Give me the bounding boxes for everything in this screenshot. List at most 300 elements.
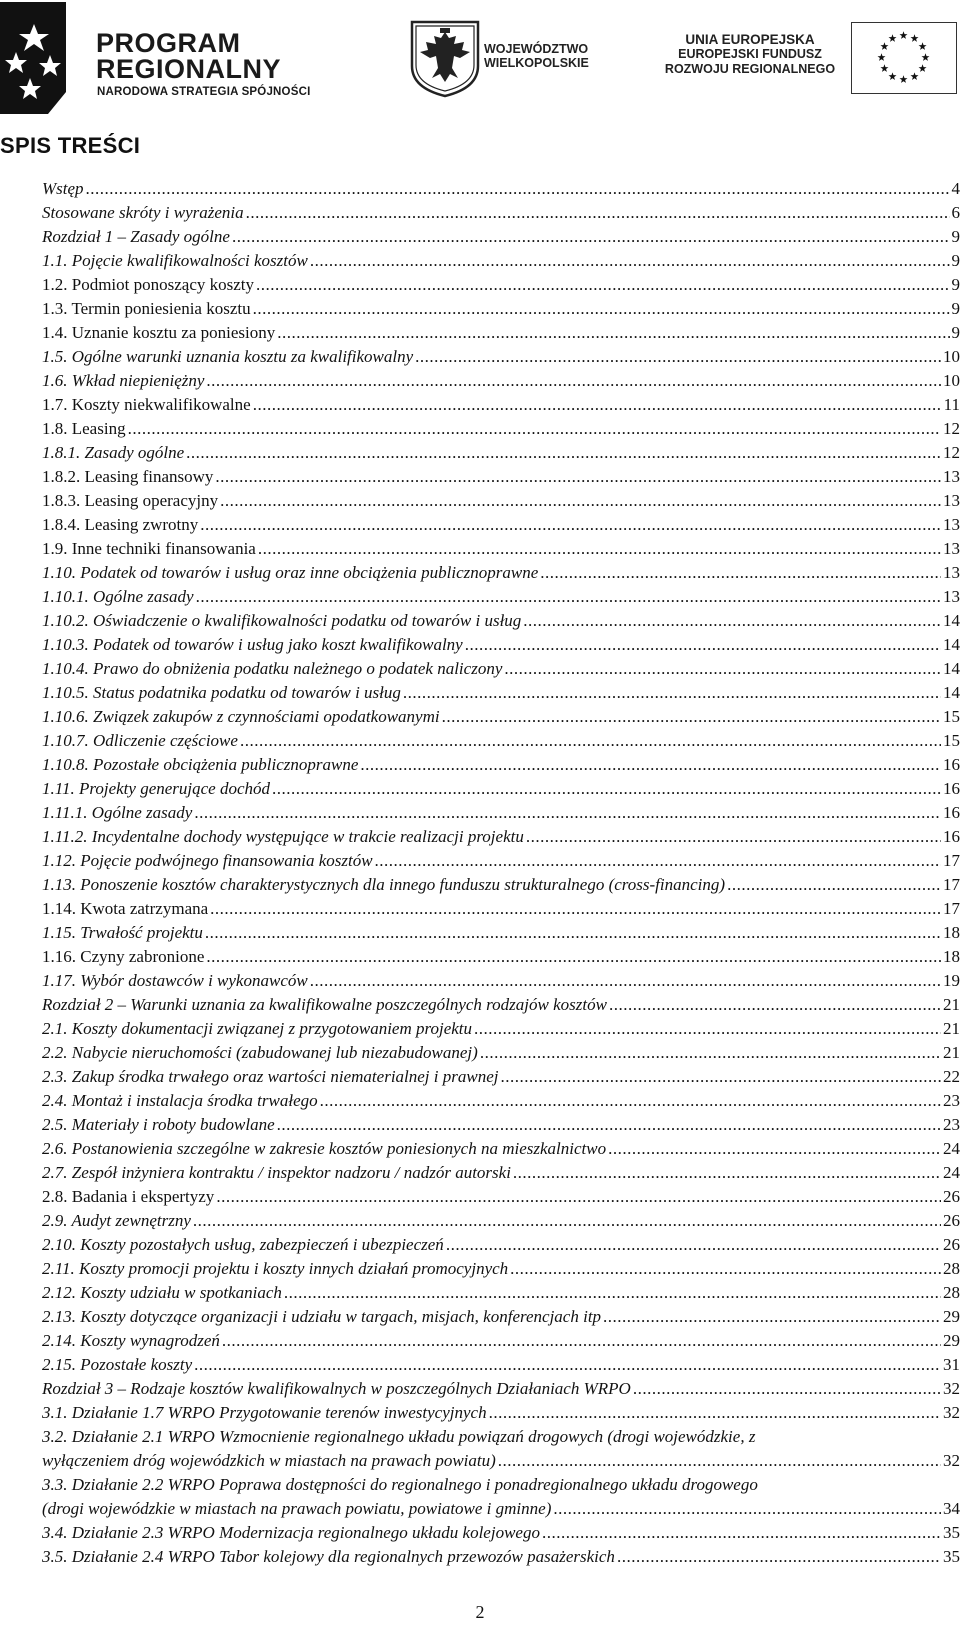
toc-page-number: 12 [943,419,960,438]
toc-entry-title: 1.12. Pojęcie podwójnego finansowania kosztów [42,851,373,870]
toc-entry-row [42,1233,960,1257]
toc-entry[interactable] [42,921,960,945]
toc-entry-row [42,1113,960,1137]
toc-page-number: 35 [943,1523,960,1542]
program-logo-subtitle: NARODOWA STRATEGIA SPÓJNOŚCI [97,86,311,98]
toc-page-number: 34 [943,1499,960,1518]
toc-entry-row [42,825,960,849]
toc-entry-title: 2.11. Koszty promocji projektu i koszty innych działań promocyjnych [42,1259,509,1278]
toc-dot-leader [375,849,941,873]
toc-entry[interactable] [42,1377,960,1401]
toc-page-number: 24 [943,1139,960,1158]
toc-entry[interactable] [42,561,960,585]
toc-entry-title: 1.10.4. Prawo do obniżenia podatku należnego o podatek naliczony [42,659,503,678]
toc-dot-leader [310,969,941,993]
toc-dot-leader [193,1209,941,1233]
toc-entry-title: Stosowane skróty i wyrażenia [42,203,244,222]
toc-entry[interactable] [42,1257,960,1281]
toc-dot-leader [403,681,941,705]
toc-page-number: 13 [943,467,960,486]
toc-entry[interactable] [42,441,960,465]
toc-page-number: 26 [943,1187,960,1206]
toc-page-number: 14 [943,683,960,702]
toc-entry[interactable] [42,969,960,993]
toc-entry[interactable] [42,609,960,633]
toc-dot-leader [206,945,941,969]
toc-page-number: 26 [943,1211,960,1230]
toc-dot-leader [258,537,941,561]
toc-page-number: 21 [943,1043,960,1062]
toc-entry-row [42,441,960,465]
toc-entry-title: 2.8. Badania i ekspertyzy [42,1187,215,1206]
toc-dot-leader [603,1305,941,1329]
toc-page-number: 16 [943,827,960,846]
toc-page-number: 11 [943,395,960,414]
toc-entry[interactable] [42,729,960,753]
toc-page-number: 16 [943,755,960,774]
toc-entry[interactable] [42,993,960,1017]
program-logo-emblem-icon [0,0,95,115]
toc-entry-row [42,633,960,657]
toc-entry[interactable] [42,801,960,825]
toc-dot-leader [196,585,941,609]
toc-entry-title: 1.5. Ogólne warunki uznania kosztu za kwalifikowalny [42,347,414,366]
toc-dot-leader [86,177,950,201]
toc-entry-title: 1.10.2. Oświadczenie o kwalifikowalności podatku od towarów i usług [42,611,522,630]
toc-dot-leader [200,513,941,537]
ue-line1: UNIA EUROPEJSKA [685,32,815,47]
toc-page-number: 10 [943,347,960,366]
toc-entry-title: 2.9. Audyt zewnętrzny [42,1211,191,1230]
toc-entry[interactable] [42,705,960,729]
toc-entry-row [42,801,960,825]
eu-star-icon [919,64,927,72]
toc-page-number: 6 [951,203,960,222]
toc-dot-leader [442,705,941,729]
toc-entry[interactable] [42,1233,960,1257]
toc-entry-row [42,489,960,513]
toc-page-number: 9 [951,323,960,342]
toc-entry[interactable] [42,225,960,249]
toc-entry[interactable] [42,1113,960,1137]
toc-entry[interactable] [42,1137,960,1161]
toc-entry[interactable] [42,201,960,225]
toc-entry-title: 2.6. Postanowienia szczególne w zakresie kosztów poniesionych na mieszkalnictwo [42,1139,607,1158]
toc-dot-leader [474,1017,941,1041]
toc-dot-leader [609,993,941,1017]
toc-page-number: 23 [943,1115,960,1134]
toc-entry[interactable] [42,657,960,681]
toc-entry-title: 1.8.4. Leasing zwrotny [42,515,199,534]
eu-star-icon [900,31,908,39]
toc-entry-title: 1.11. Projekty generujące dochód [42,779,271,798]
toc-dot-leader [320,1089,941,1113]
toc-entry[interactable] [42,1281,960,1305]
eu-star-icon [880,64,888,72]
toc-entry-title: 3.2. Działanie 2.1 WRPO Wzmocnienie regionalnego układu powiązań drogowych (drogi wojewódzkie, z [42,1427,756,1446]
toc-entry-title: 1.10.6. Związek zakupów z czynnościami opodatkowanymi [42,707,440,726]
toc-entry-row [42,1209,960,1233]
toc-entry-title: 1.3. Termin poniesienia kosztu [42,299,251,318]
toc-page-number: 15 [943,731,960,750]
toc-page-number: 32 [943,1451,960,1470]
toc-page-number: 4 [951,179,960,198]
toc-entry-row [42,177,960,201]
toc-page-number: 35 [943,1547,960,1566]
toc-entry-row [42,345,960,369]
eu-star-icon [889,72,897,80]
toc-entry-title: 1.8.2. Leasing finansowy [42,467,214,486]
toc-entry[interactable] [42,417,960,441]
toc-entry-title: 3.3. Działanie 2.2 WRPO Poprawa dostępności do regionalnego i ponadregionalnego układu drogowego [42,1475,758,1494]
toc-dot-leader [510,1257,941,1281]
toc-entry[interactable] [42,321,960,345]
toc-entry[interactable] [42,681,960,705]
toc-entry[interactable] [42,1185,960,1209]
toc-dot-leader [727,873,941,897]
toc-entry[interactable] [42,1401,960,1425]
toc-entry-row [42,513,960,537]
toc-entry-title: 1.4. Uznanie kosztu za poniesiony [42,323,276,342]
toc-entry-title: (drogi wojewódzkie w miastach na prawach powiatu, powiatowe i gminne) [42,1499,552,1518]
toc-page-number: 29 [943,1331,960,1350]
toc-entry[interactable] [42,777,960,801]
toc-dot-leader [360,753,941,777]
toc-entry[interactable] [42,1065,960,1089]
toc-page-number: 15 [943,707,960,726]
toc-entry-row [42,1041,960,1065]
toc-page-number: 14 [943,659,960,678]
toc-page-number: 13 [943,491,960,510]
eu-star-icon [919,42,927,50]
toc-entry-row [42,1545,960,1569]
toc-page-number: 16 [943,779,960,798]
toc-entry[interactable] [42,1305,960,1329]
toc-dot-leader [284,1281,941,1305]
toc-page-number: 18 [943,947,960,966]
toc-entry-row [42,1137,960,1161]
toc-entry-title: 2.3. Zakup środka trwałego oraz wartości niematerialnej i prawnej [42,1067,499,1086]
toc-entry-title: 1.1. Pojęcie kwalifikowalności kosztów [42,251,308,270]
eu-star-icon [900,75,908,83]
toc-entry-row [42,561,960,585]
toc-entry-row [42,417,960,441]
toc-entry[interactable] [42,513,960,537]
toc-dot-leader [498,1449,941,1473]
eu-star-icon [878,53,886,61]
toc-dot-leader [194,801,941,825]
toc-page-number: 9 [951,251,960,270]
toc-entry-row [42,1305,960,1329]
toc-entry-title: 2.14. Koszty wynagrodzeń [42,1331,220,1350]
toc-entry-title: 2.10. Koszty pozostałych usług, zabezpieczeń i ubezpieczeń [42,1235,444,1254]
toc-entry[interactable] [42,273,960,297]
toc-page-number: 32 [943,1403,960,1422]
program-logo-line1: PROGRAM [96,28,241,58]
toc-entry-row [42,1281,960,1305]
toc-entry-title: 2.12. Koszty udziału w spotkaniach [42,1283,282,1302]
toc-dot-leader [253,393,942,417]
toc-entry-row [42,681,960,705]
toc-entry-row [42,1521,960,1545]
toc-entry-title: 1.11.2. Incydentalne dochody występujące w trakcie realizacji projektu [42,827,524,846]
toc-dot-leader [523,609,941,633]
toc-entry-row [42,1089,960,1113]
toc-entry-row [42,465,960,489]
toc-page-number: 18 [943,923,960,942]
toc-entry[interactable] [42,297,960,321]
wojewodztwo-line2: WIELKOPOLSKIE [484,56,589,70]
toc-entry-row [42,297,960,321]
toc-entry-row [42,849,960,873]
eu-star-icon [911,34,919,42]
toc-entry-title: 2.2. Nabycie nieruchomości (zabudowanej lub niezabudowanej) [42,1043,478,1062]
toc-entry[interactable] [42,1425,960,1473]
toc-entry-title: 2.7. Zespół inżyniera kontraktu / inspektor nadzoru / nadzór autorski [42,1163,511,1182]
toc-entry-row [42,1401,960,1425]
toc-dot-leader [246,201,950,225]
toc-page-number: 26 [943,1235,960,1254]
toc-entry-row [42,753,960,777]
toc-entry-row [42,393,960,417]
toc-dot-leader [526,825,941,849]
toc-entry-row [42,1017,960,1041]
toc-entry-title: 1.10.1. Ogólne zasady [42,587,194,606]
toc-entry-title: 2.5. Materiały i roboty budowlane [42,1115,275,1134]
toc-dot-leader [205,921,941,945]
toc-dot-leader [480,1041,941,1065]
toc-entry-row [42,1185,960,1209]
toc-page-number: 21 [943,1019,960,1038]
toc-entry-title: Rozdział 3 – Rodzaje kosztów kwalifikowalnych w poszczególnych Działaniach WRPO [42,1379,631,1398]
toc-entry-title: 1.16. Czyny zabronione [42,947,205,966]
ue-line3: ROZWOJU REGIONALNEGO [664,62,836,76]
toc-page-number: 23 [943,1091,960,1110]
toc-entry-row [42,321,960,345]
toc-entry[interactable] [42,177,960,201]
toc-entry[interactable] [42,753,960,777]
toc-dot-leader [222,1329,941,1353]
toc-entry-title: 1.8.1. Zasady ogólne [42,443,185,462]
toc-entry-title: 1.2. Podmiot ponoszący koszty [42,275,255,294]
toc-dot-leader [415,345,941,369]
toc-entry[interactable] [42,345,960,369]
toc-entry[interactable] [42,849,960,873]
toc-entry-title: 1.10.7. Odliczenie częściowe [42,731,238,750]
toc-dot-leader [210,897,941,921]
toc-entry[interactable] [42,393,960,417]
toc-entry-title: 2.1. Koszty dokumentacji związanej z przygotowaniem projektu [42,1019,473,1038]
eagle-crest-icon [408,18,482,98]
toc-entry[interactable] [42,1017,960,1041]
toc-entry[interactable] [42,249,960,273]
eu-star-icon [880,42,888,50]
toc-entry-row [42,369,960,393]
wojewodztwo-line1: WOJEWÓDZTWO [484,42,589,56]
toc-dot-leader [446,1233,941,1257]
toc-title: SPIS TREŚCI [0,133,141,158]
toc-entry-row [42,1353,960,1377]
toc-dot-leader [277,321,949,345]
toc-page-number: 19 [943,971,960,990]
toc-entry[interactable] [42,1545,960,1569]
toc-entry-title: 1.7. Koszty niekwalifikowalne [42,395,251,414]
page-number: 2 [475,1602,485,1622]
toc-page-number: 10 [943,371,960,390]
toc-entry-row [42,201,960,225]
toc-entry-title: 1.11.1. Ogólne zasady [42,803,193,822]
toc-entry-title: 3.4. Działanie 2.3 WRPO Modernizacja regionalnego układu kolejowego [42,1523,540,1542]
toc-dot-leader [513,1161,941,1185]
toc-entry-row [42,225,960,249]
toc-entry[interactable] [42,1041,960,1065]
toc-page-number: 24 [943,1163,960,1182]
toc-entry-title: 1.13. Ponoszenie kosztów charakterystycznych dla innego funduszu strukturalnego (cross-financing) [42,875,726,894]
toc-entry-row [42,1257,960,1281]
page-header [0,0,960,115]
toc-entry-title: 1.14. Kwota zatrzymana [42,899,209,918]
toc-entry[interactable] [42,1161,960,1185]
toc-entry-title: Wstęp [42,179,84,198]
table-of-contents [42,177,960,1569]
toc-entry-title: Rozdział 2 – Warunki uznania za kwalifikowalne poszczególnych rodzajów kosztów [42,995,607,1014]
toc-dot-leader [272,777,941,801]
toc-page-number: 22 [943,1067,960,1086]
toc-entry[interactable] [42,1089,960,1113]
toc-dot-leader [489,1401,941,1425]
eu-flag-icon [851,22,957,94]
toc-entry[interactable] [42,489,960,513]
toc-entry-title: 1.10.3. Podatek od towarów i usług jako koszt kwalifikowalny [42,635,463,654]
toc-entry-row [42,873,960,897]
toc-entry-row [42,537,960,561]
toc-entry[interactable] [42,1209,960,1233]
toc-entry-title: 1.10.5. Status podatnika podatku od towarów i usług [42,683,401,702]
toc-entry[interactable] [42,1473,960,1521]
toc-page-number: 14 [943,635,960,654]
toc-entry[interactable] [42,465,960,489]
toc-dot-leader [553,1497,941,1521]
toc-entry[interactable] [42,633,960,657]
toc-page-number: 13 [943,587,960,606]
toc-entry-title: 1.8. Leasing [42,419,126,438]
program-logo-title [96,30,281,82]
toc-entry-row [42,1329,960,1353]
toc-page-number: 9 [951,275,960,294]
toc-entry[interactable] [42,897,960,921]
toc-dot-leader [277,1113,941,1137]
toc-dot-leader [542,1521,941,1545]
toc-dot-leader [540,561,941,585]
toc-entry-row [42,609,960,633]
toc-page-number: 17 [943,851,960,870]
toc-entry-title: 1.15. Trwałość projektu [42,923,203,942]
ue-line2: EUROPEJSKI FUNDUSZ [678,47,822,61]
toc-dot-leader [186,441,941,465]
toc-dot-leader [216,1185,941,1209]
toc-entry-row [42,921,960,945]
toc-page-number: 17 [943,899,960,918]
toc-dot-leader [194,1353,941,1377]
toc-entry-title: 2.15. Pozostałe koszty [42,1355,193,1374]
toc-dot-leader [608,1137,941,1161]
toc-dot-leader [256,273,949,297]
toc-entry[interactable] [42,369,960,393]
toc-entry[interactable] [42,1329,960,1353]
toc-dot-leader [310,249,950,273]
wojewodztwo-logo-text [484,42,589,70]
toc-entry-title: 3.1. Działanie 1.7 WRPO Przygotowanie terenów inwestycyjnych [42,1403,487,1422]
toc-entry-row [42,1449,960,1473]
toc-entry-title: 2.4. Montaż i instalacja środka trwałego [42,1091,318,1110]
toc-dot-leader [240,729,941,753]
program-regionalny-logo [0,0,345,115]
toc-entry-row [42,249,960,273]
toc-entry[interactable] [42,825,960,849]
toc-dot-leader [500,1065,941,1089]
toc-entry[interactable] [42,1353,960,1377]
eu-star-icon [911,72,919,80]
toc-page-number: 12 [943,443,960,462]
ue-logo-text [660,32,840,77]
toc-entry-title: 1.6. Wkład niepieniężny [42,371,205,390]
toc-page-number: 9 [951,227,960,246]
toc-entry-row [42,273,960,297]
toc-dot-leader [232,225,950,249]
toc-page-number: 21 [943,995,960,1014]
toc-entry-title: 1.9. Inne techniki finansowania [42,539,256,558]
toc-dot-leader [215,465,941,489]
toc-dot-leader [633,1377,941,1401]
toc-page-number: 9 [951,299,960,318]
toc-entry[interactable] [42,1521,960,1545]
toc-dot-leader [617,1545,941,1569]
toc-page-number: 16 [943,803,960,822]
toc-entry-row [42,705,960,729]
eu-star-icon [922,53,930,61]
program-logo-line2: REGIONALNY [96,54,282,84]
toc-page-number: 28 [943,1283,960,1302]
toc-entry[interactable] [42,945,960,969]
toc-entry-row [42,585,960,609]
toc-entry-row [42,657,960,681]
toc-dot-leader [504,657,941,681]
toc-entry[interactable] [42,585,960,609]
toc-entry-row [42,897,960,921]
toc-entry-row [42,777,960,801]
toc-entry-title: 1.10. Podatek od towarów i usług oraz inne obciążenia publicznoprawne [42,563,539,582]
toc-entry-row [42,945,960,969]
toc-page-number: 32 [943,1379,960,1398]
toc-page-number: 17 [943,875,960,894]
toc-entry-title: wyłączeniem dróg wojewódzkich w miastach na prawach powiatu) [42,1451,496,1470]
toc-entry-row [42,993,960,1017]
toc-entry[interactable] [42,873,960,897]
toc-entry-title: 1.17. Wybór dostawców i wykonawców [42,971,308,990]
toc-dot-leader [206,369,941,393]
toc-entry-title: 1.8.3. Leasing operacyjny [42,491,219,510]
toc-entry[interactable] [42,537,960,561]
toc-entry-title: 1.10.8. Pozostałe obciążenia publicznoprawne [42,755,359,774]
toc-page-number: 29 [943,1307,960,1326]
toc-entry-row [42,1161,960,1185]
toc-dot-leader [253,297,950,321]
toc-entry-row [42,1377,960,1401]
toc-page-number: 31 [943,1355,960,1374]
toc-entry-title: 2.13. Koszty dotyczące organizacji i udziału w targach, misjach, konferencjach itp [42,1307,602,1326]
toc-entry-title: Rozdział 1 – Zasady ogólne [42,227,230,246]
toc-dot-leader [220,489,941,513]
